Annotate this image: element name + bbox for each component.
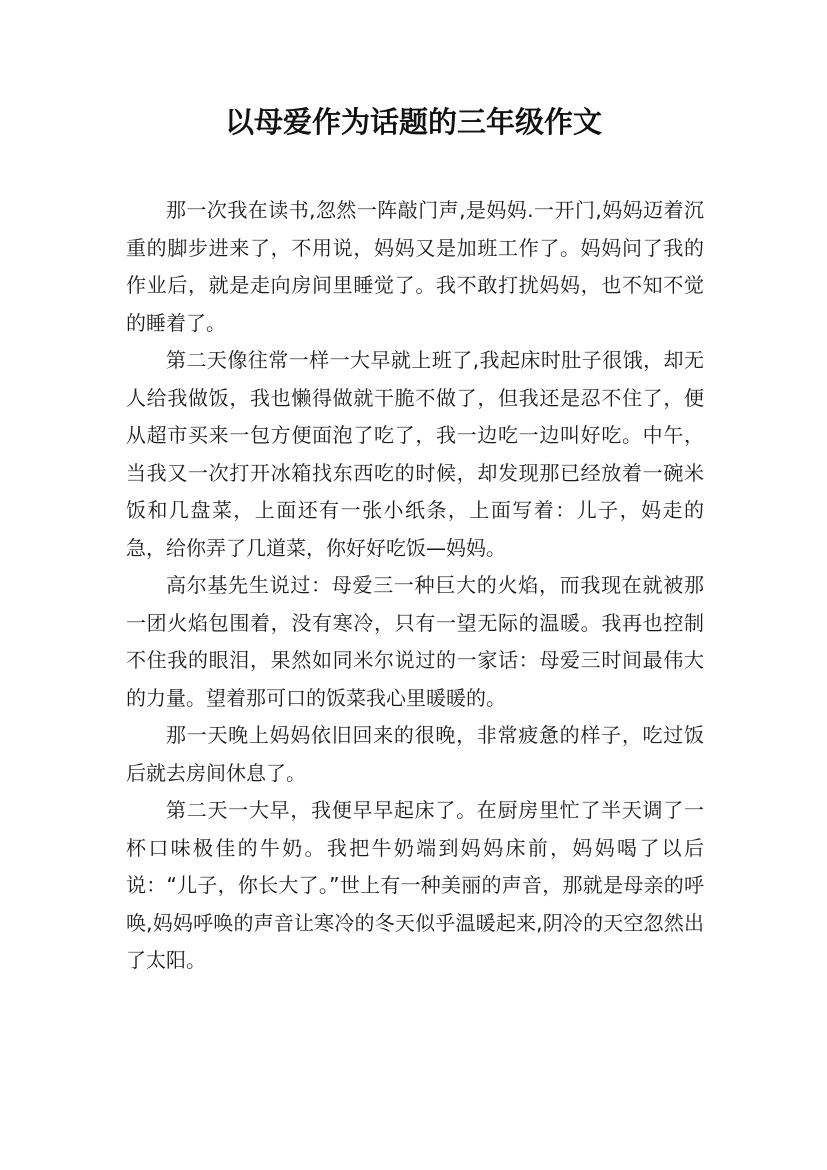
paragraph-5: 第二天一大早，我便早早起床了。在厨房里忙了半天调了一杯口味极佳的牛奶。我把牛奶端到妈妈床前，妈妈喝了以后说：“儿子，你长大了。”世上有一种美丽的声音，那就是母亲的呼唤,妈妈呼唤的声音让寒冷的冬天似乎温暖起来,阴冷的天空忽然出了太阳。 (126, 798, 704, 972)
paragraph-2: 第二天像往常一样一大早就上班了,我起床时肚子很饿，却无人给我做饭，我也懒得做就干脆不做了，但我还是忍不住了，便从超市买来一包方便面泡了吃了，我一边吃一边叫好吃。中午，当我又一次打开冰箱找东西吃的时候，却发现那已经放着一碗米饭和几盘菜，上面还有一张小纸条，上面写着：儿子，妈走的急，给你弄了几道菜，你好好吃饭—妈妈。 (126, 348, 704, 560)
paragraph-1: 那一次我在读书,忽然一阵敲门声,是妈妈.一开门,妈妈迈着沉重的脚步进来了，不用说，妈妈又是加班工作了。妈妈问了我的作业后，就是走向房间里睡觉了。我不敢打扰妈妈，也不知不觉的睡着了。 (126, 198, 704, 335)
paragraph-4: 那一天晚上妈妈依旧回来的很晚，非常疲惫的样子，吃过饭后就去房间休息了。 (126, 723, 704, 785)
essay-body (126, 192, 704, 980)
document-title: 以母爱作为话题的三年级作文 (224, 105, 602, 139)
paragraph-3: 高尔基先生说过：母爱三一种巨大的火焰，而我现在就被那一团火焰包围着，没有寒冷，只有一望无际的温暖。我再也控制不住我的眼泪，果然如同米尔说过的一家话：母爱三时间最伟大的力量。望着那可口的饭菜我心里暖暖的。 (126, 573, 704, 710)
